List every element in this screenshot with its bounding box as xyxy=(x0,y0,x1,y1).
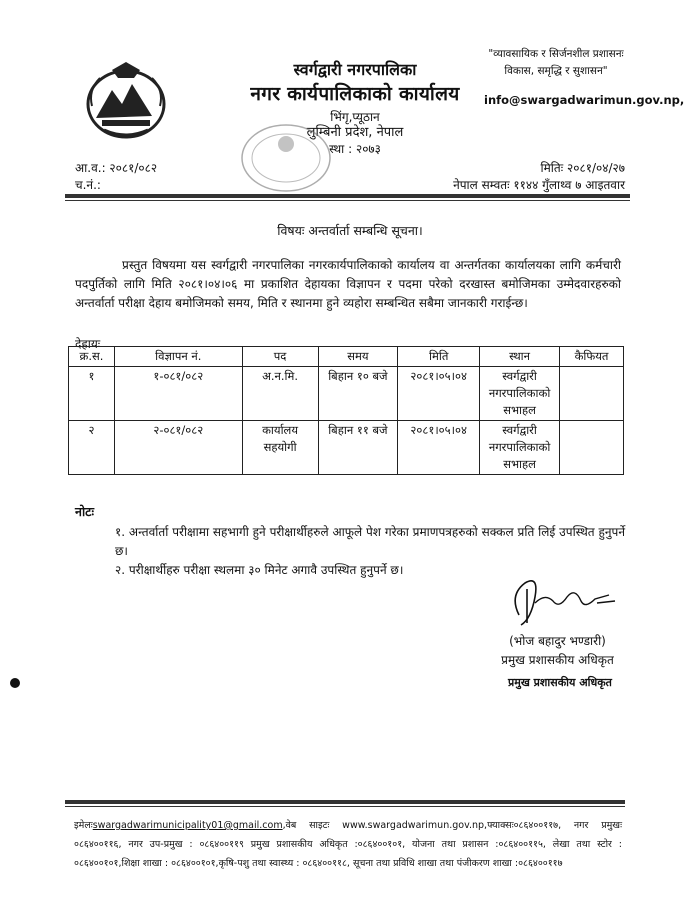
cell-serial: १ xyxy=(69,367,115,421)
letter-date: मितिः २०८१/०४/२७ xyxy=(540,161,625,175)
ink-blot xyxy=(10,678,20,688)
header-email: info@swargadwarimun.gov.np, xyxy=(484,93,684,107)
footer-email-link[interactable]: swargadwarimunicipality01@gmail.com xyxy=(92,820,283,831)
reference-number: च.नं.: xyxy=(75,178,101,192)
body-paragraph xyxy=(75,256,621,313)
cell-date: २०८१।०५।०४ xyxy=(398,421,480,475)
cell-time: बिहान १० बजे xyxy=(318,367,398,421)
cell-post: अ.न.मि. xyxy=(242,367,318,421)
signatory-title: प्रमुख प्रशासकीय अधिकृत xyxy=(501,653,614,667)
address-line-province: लुम्बिनी प्रदेश, नेपाल xyxy=(306,125,404,140)
cell-advert-no: २-०८१/०८२ xyxy=(114,421,242,475)
table-row xyxy=(69,421,624,475)
signatory-block xyxy=(480,632,635,670)
header-divider-thick xyxy=(65,194,630,198)
org-name: स्वर्गद्वारी नगरपालिका xyxy=(293,60,417,79)
body-paragraph-text: प्रस्तुत विषयमा यस स्वर्गद्वारी नगरपालिका नगरकार्यपालिकाको कार्यालय वा अन्तर्गतका कार्यालयका लागि कर्मचारी पदपुर्तिको लागि मिति २०८१।०४।०६ मा प्रकाशित देहायका विज्ञापन र पदमा परेको दरखास्त बमोजिमका उम्मेदवारहरुको अन्तर्वार्ता परीक्षा देहाय बमोजिमको समय, मिति र स्थानमा हुने व्यहोरा सम्बन्धित सबैमा जानकारी गराईन्छ। xyxy=(75,258,621,310)
motto-line-1: "व्यावसायिक र सिर्जनशील प्रशासनः xyxy=(488,48,624,60)
footer-contacts xyxy=(74,816,622,873)
office-name: नगर कार्यपालिकाको कार्यालय xyxy=(250,83,460,105)
notes-heading: नोटः xyxy=(75,504,95,519)
col-venue-header: स्थान xyxy=(480,347,560,367)
col-serial-header: क्र.स. xyxy=(69,347,115,367)
signatory-stamp: प्रमुख प्रशासकीय अधिकृत xyxy=(508,676,612,689)
office-motto xyxy=(466,46,646,80)
signature-icon xyxy=(505,575,625,635)
date-block xyxy=(420,160,625,194)
footer-email-label: इमेलः xyxy=(74,820,93,831)
fiscal-year: आ.व.: २०८१/०८२ xyxy=(75,161,158,175)
footer-divider-thin xyxy=(65,806,625,807)
cell-remarks xyxy=(560,421,624,475)
dehay-label: देहायः xyxy=(75,337,101,351)
letter-subject: विषयः अन्तर्वार्ता सम्बन्धि सूचना। xyxy=(277,223,423,238)
cell-venue: स्वर्गद्वारी नगरपालिकाको सभाहल xyxy=(480,421,560,475)
signatory-name: (भोज बहादुर भण्डारी) xyxy=(509,634,606,648)
cell-remarks xyxy=(560,367,624,421)
nepal-emblem-icon xyxy=(82,60,170,140)
header-divider-thin xyxy=(65,200,630,201)
col-remarks-header: कैफियत xyxy=(560,347,624,367)
footer-contact-list: ,वेब साइटः www.swargadwarimun.gov.np,फ्याक्सः०८६४००११७, नगर प्रमुखः ०८६४००११६, नगर उप-प्रमुख : ०८६४००११९ प्रमुख प्रशासकीय अधिकृत :०८६४००१०१, योजना तथा प्रशासन :०८६४००११५, लेखा तथा स्टोर : ०८६४००१०१,शिक्षा शाखा : ०८६४००१०१,कृषि-पशु तथा स्वास्थ्य : ०८६४००११८, सूचना तथा प्रविधि शाखा तथा पंजीकरण शाखा :०८६४००११७ xyxy=(74,820,622,869)
cell-advert-no: १-०८१/०८२ xyxy=(114,367,242,421)
motto-line-2: विकास, समृद्धि र सुशासन" xyxy=(504,65,608,77)
address-line-established: स्था : २०७३ xyxy=(329,142,381,156)
reference-block xyxy=(75,160,157,194)
col-date-header: मिति xyxy=(398,347,480,367)
col-post-header: पद xyxy=(242,347,318,367)
office-stamp-icon xyxy=(240,122,332,194)
note-item-1: १. अन्तर्वार्ता परीक्षामा सहभागी हुने परीक्षार्थीहरुले आफूले पेश गरेका प्रमाणपत्रहरुको सक्कल प्रति लिई उपस्थित हुनुपर्ने छ। xyxy=(115,525,625,558)
note-item-2: २. परीक्षार्थीहरु परीक्षा स्थलमा ३० मिनेट अगावै उपस्थित हुनुपर्ने छ। xyxy=(115,563,404,577)
footer-divider-thick xyxy=(65,800,625,804)
interview-schedule-table xyxy=(68,346,624,475)
cell-time: बिहान ११ बजे xyxy=(318,421,398,475)
cell-serial: २ xyxy=(69,421,115,475)
cell-venue: स्वर्गद्वारी नगरपालिकाको सभाहल xyxy=(480,367,560,421)
table-header-row xyxy=(69,347,624,367)
address-line-district: भिंगृ,प्यूठान xyxy=(330,110,380,124)
nepal-sambat-date: नेपाल सम्वतः ११४४ गुँलाथ्व ७ आइतवार xyxy=(453,178,625,192)
cell-post: कार्यालय सहयोगी xyxy=(242,421,318,475)
table-row xyxy=(69,367,624,421)
col-time-header: समय xyxy=(318,347,398,367)
cell-date: २०८१।०५।०४ xyxy=(398,367,480,421)
col-advert-no-header: विज्ञापन नं. xyxy=(114,347,242,367)
